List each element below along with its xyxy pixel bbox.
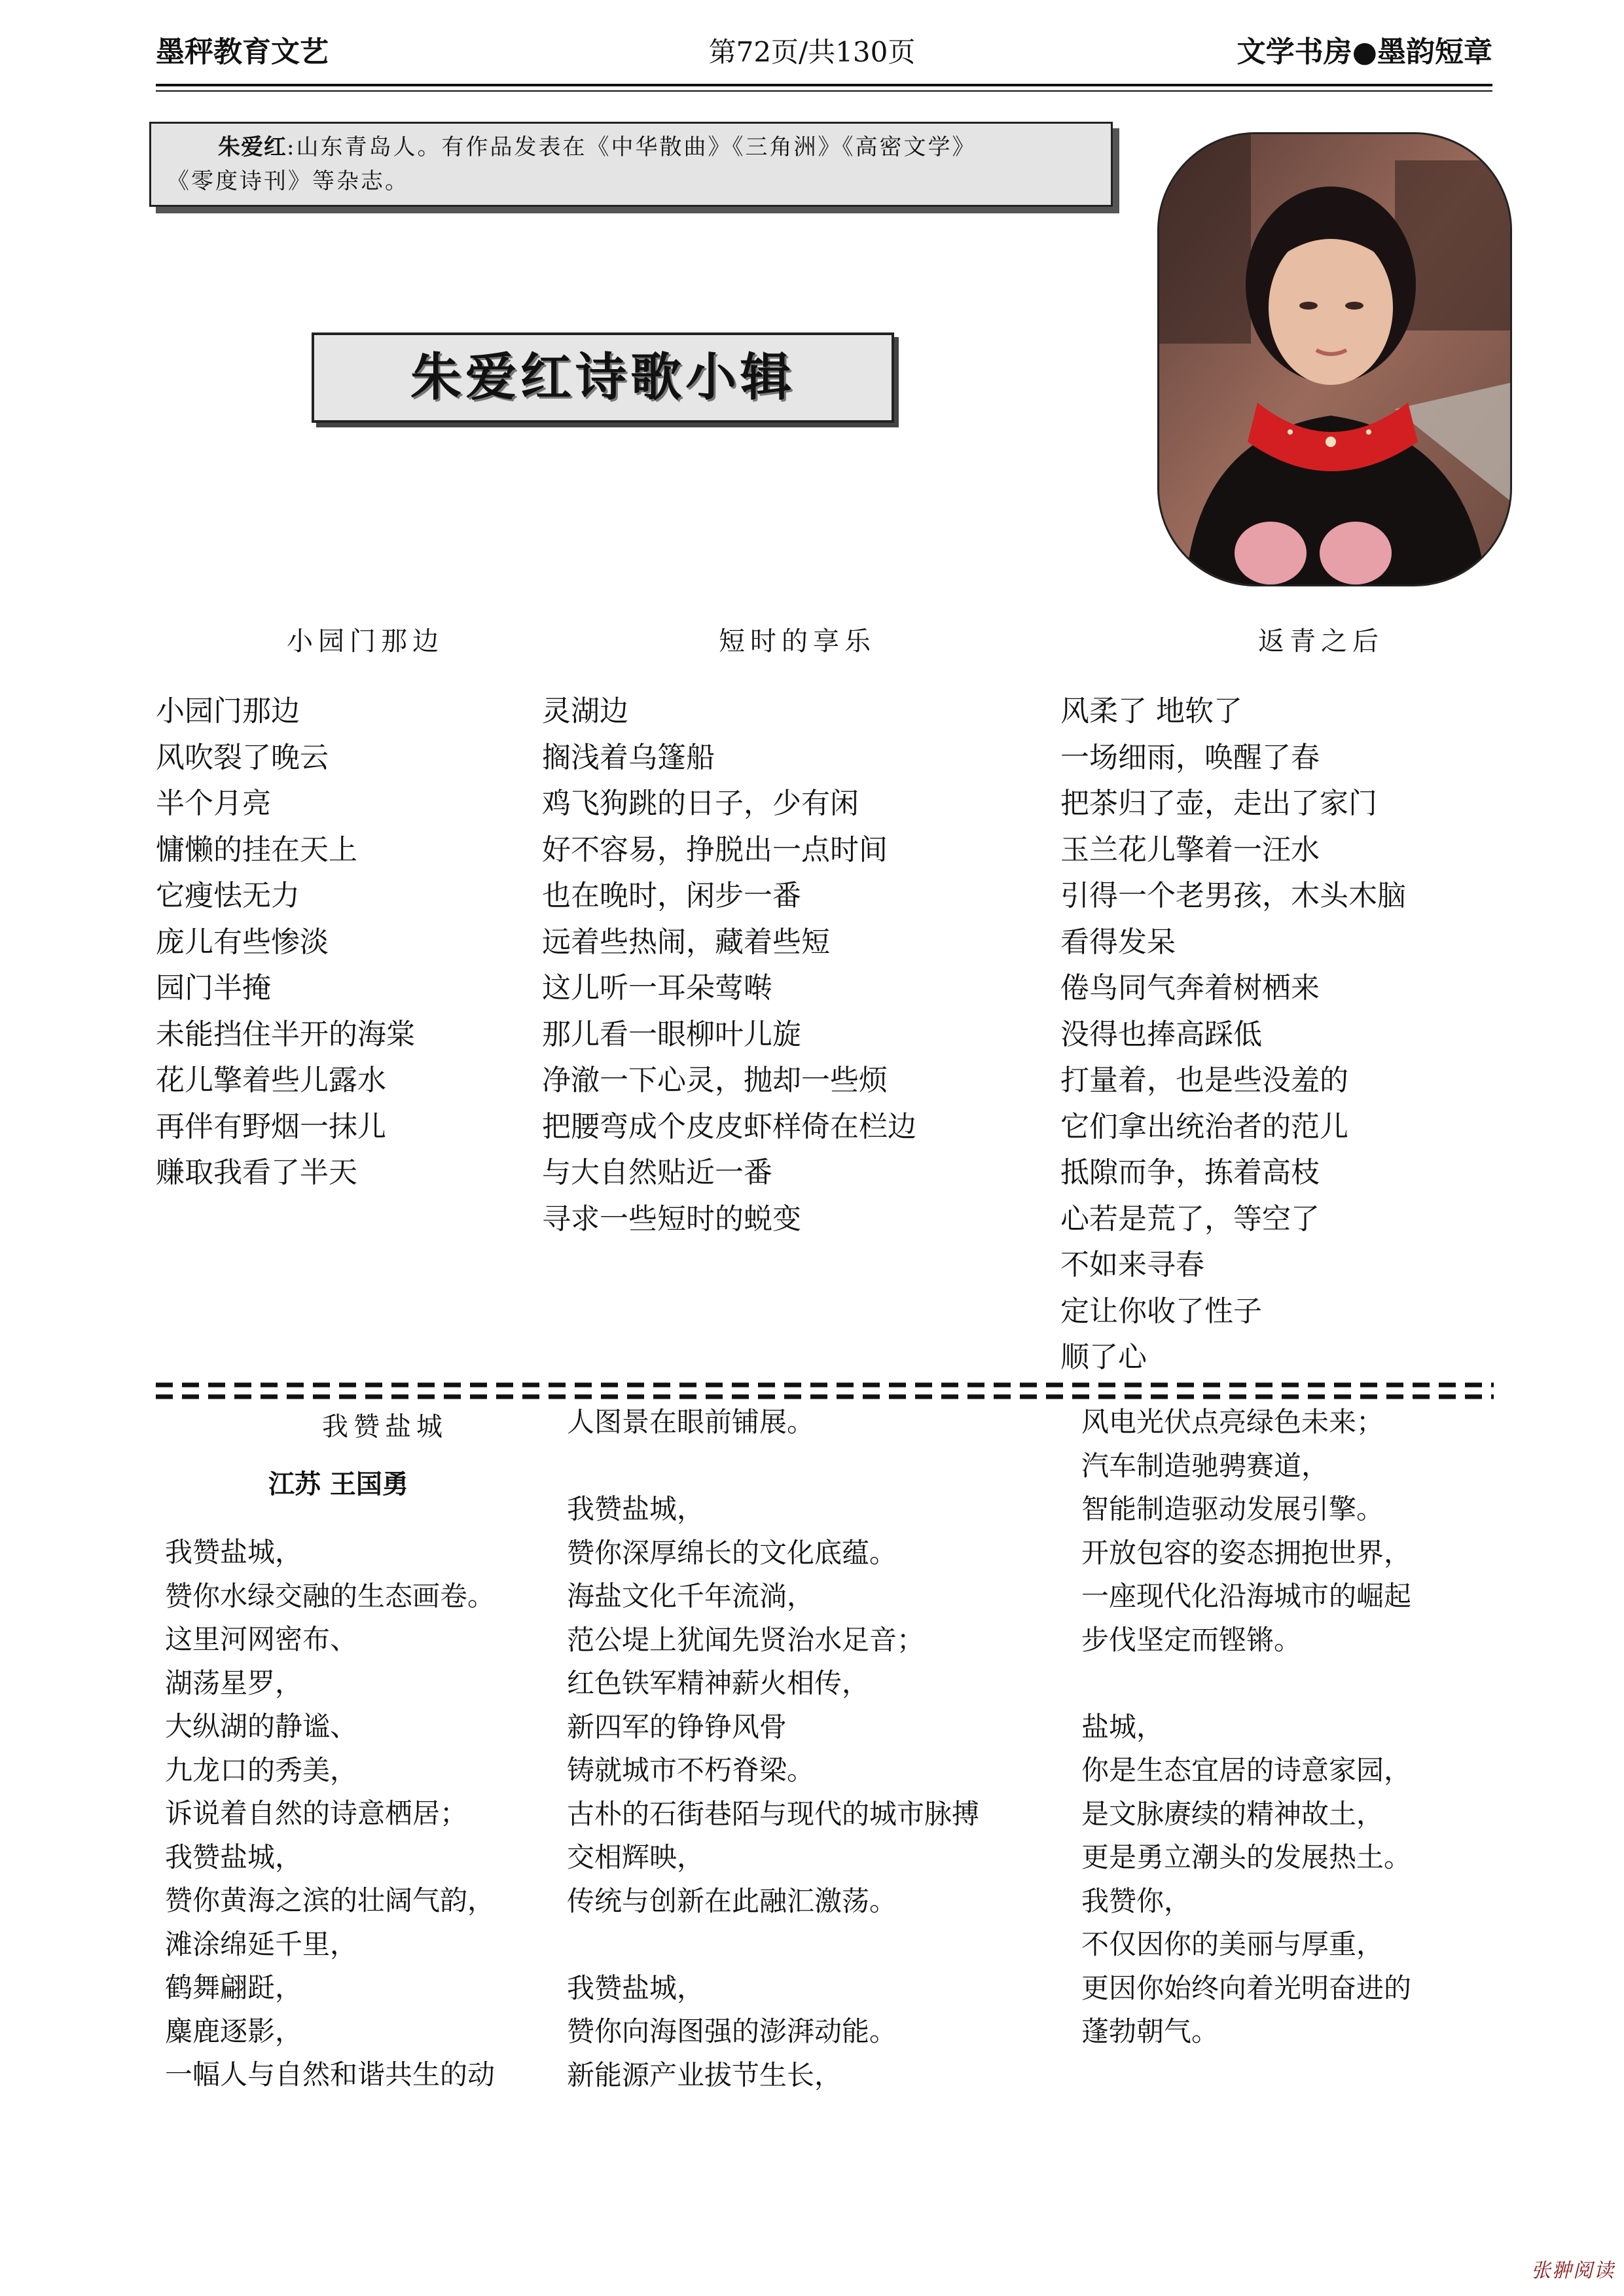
poem-line: 我赞盐城，: [567, 1493, 705, 1525]
poem-line: 红色铁军精神薪火相传，: [567, 1667, 870, 1699]
bio-line-2: 《零度诗刊》等杂志。: [167, 168, 409, 194]
poem-line: 风吹裂了晚云: [156, 740, 329, 774]
poem-line: 我赞盐城，: [165, 1840, 303, 1873]
poem-line: 步伐坚定而铿锵。: [1081, 1623, 1302, 1656]
poem-line: 不仅因你的美丽与厚重，: [1081, 1928, 1384, 1960]
header-right-title: 文学书房●墨韵短章: [1236, 35, 1492, 69]
author-portrait-illustration: [1159, 134, 1510, 584]
header-left-title: 墨秤教育文艺: [156, 35, 329, 69]
poem-line: 智能制造驱动发展引擎。: [1081, 1493, 1384, 1525]
poem-line: 我赞你，: [1081, 1884, 1192, 1917]
poem-line: 再伴有野烟一抹儿: [156, 1109, 386, 1143]
poem-line: 那儿看一眼柳叶儿旋: [542, 1017, 801, 1051]
poem-line: [567, 1923, 979, 1967]
poem-line: 引得一个老男孩，木头木脑: [1060, 879, 1406, 912]
poem-column: [165, 1531, 495, 2097]
poem-line: 好不容易，挣脱出一点时间: [542, 833, 888, 867]
poem-line: 赞你水绿交融的生态画卷。: [165, 1579, 496, 1612]
poem-line: 慵懒的挂在天上: [156, 833, 357, 867]
poem-title: 短时的享乐: [719, 626, 876, 656]
poem-line: 大纵湖的静谧、: [165, 1710, 358, 1742]
poem-line: 湖荡星罗，: [165, 1666, 303, 1699]
poem-title: 小园门那边: [287, 626, 444, 656]
poem-line: 开放包容的姿态拥抱世界，: [1081, 1536, 1412, 1569]
poem-line: 海盐文化千年流淌，: [567, 1580, 815, 1612]
poem-line: 新能源产业拔节生长，: [567, 2058, 842, 2091]
poem-line: 九龙口的秀美，: [165, 1753, 358, 1786]
poem-line: 盐城，: [1081, 1710, 1164, 1743]
poem-line: 这里河网密布、: [165, 1623, 358, 1655]
poem-body: [1060, 689, 1406, 1381]
poem-title: 返青之后: [1258, 626, 1384, 656]
poem-title: 我赞盐城: [322, 1412, 448, 1442]
poem-line: 没得也捧高踩低: [1060, 1017, 1262, 1051]
section-separator: [156, 1381, 1494, 1402]
poem-line: 不如来寻春: [1060, 1248, 1204, 1282]
poem-line: 一幅人与自然和谐共生的动: [165, 2058, 496, 2090]
poem-line: 抵隙而争，拣着高枝: [1060, 1156, 1320, 1189]
poem-line: 与大自然贴近一番: [542, 1156, 772, 1189]
poem-line: 风电光伏点亮绿色未来；: [1081, 1406, 1384, 1438]
poem-line: 未能挡住半开的海棠: [156, 1017, 415, 1051]
poem-line: 打量着，也是些没羞的: [1060, 1064, 1348, 1097]
poem-body: [542, 689, 916, 1242]
poem-line: 心若是荒了，等空了: [1060, 1202, 1320, 1236]
poem-line: 它们拿出统治者的范儿: [1060, 1109, 1348, 1143]
poem-line: 也在晚时，闲步一番: [542, 879, 801, 912]
poem-line: 寻求一些短时的蜕变: [542, 1202, 801, 1236]
poem-line: 古朴的石街巷陌与现代的城市脉搏: [567, 1797, 980, 1830]
header-rule-thin: [156, 90, 1492, 92]
poem-line: 半个月亮: [156, 787, 271, 820]
poem-line: 搁浅着乌篷船: [542, 740, 715, 774]
poem-column: [1081, 1401, 1411, 2054]
poem-line: 一座现代化沿海城市的崛起: [1081, 1580, 1412, 1612]
poem-line: 赞你向海图强的澎湃动能。: [567, 2015, 897, 2047]
poem-line: 麋鹿逐影，: [165, 2015, 303, 2047]
poem-author: 江苏 王国勇: [268, 1469, 408, 1499]
poem-line: 净澈一下心灵，抛却一些烦: [542, 1064, 888, 1097]
poem-line: [1081, 1662, 1411, 1706]
poem-line: 园门半掩: [156, 971, 271, 1005]
poem-line: 它瘦怯无力: [156, 879, 300, 912]
poem-line: 顺了心: [1060, 1340, 1147, 1374]
poem-line: 传统与创新在此融汇激荡。: [567, 1884, 897, 1917]
poem-line: 赚取我看了半天: [156, 1156, 357, 1189]
poem-body: [156, 689, 415, 1196]
poem-line: 把茶归了壶，走出了家门: [1060, 787, 1377, 820]
poem-line: 你是生态宜居的诗意家园，: [1081, 1754, 1412, 1786]
poem-line: 交相辉映，: [567, 1841, 705, 1873]
poem-line: 更因你始终向着光明奋进的: [1081, 1971, 1412, 2004]
poem-line: 我赞盐城，: [165, 1536, 303, 1568]
collection-title-box: [312, 332, 894, 423]
watermark: 张翀阅读: [1531, 2259, 1615, 2282]
poem-line: 定让你收了性子: [1060, 1294, 1262, 1328]
poem-line: 把腰弯成个皮皮虾样倚在栏边: [542, 1109, 916, 1143]
poem-line: 我赞盐城，: [567, 1971, 705, 2004]
author-bio-box: [149, 122, 1113, 207]
author-name: 朱爱红: [218, 134, 287, 160]
bio-line-1: :山东青岛人。有作品发表在《中华散曲》《三角洲》《高密文学》: [287, 134, 977, 160]
poem-line: 更是勇立潮头的发展热土。: [1081, 1841, 1412, 1873]
poem-line: 这儿听一耳朵莺啭: [542, 971, 772, 1005]
page-number: 第72页/共130页: [708, 36, 916, 68]
poem-line: 庞儿有些惨淡: [156, 925, 329, 959]
header-rule: [156, 84, 1492, 86]
poem-line: 小园门那边: [156, 694, 300, 728]
poem-line: 一场细雨，唤醒了春: [1060, 740, 1320, 774]
poem-line: 汽车制造驰骋赛道，: [1081, 1449, 1329, 1482]
author-photo: [1157, 132, 1512, 586]
poem-line: 远着些热闹，藏着些短: [542, 925, 830, 959]
poem-line: 鸡飞狗跳的日子，少有闲: [542, 787, 859, 820]
poem-line: 赞你黄海之滨的壮阔气韵，: [165, 1884, 496, 1916]
poem-line: 铸就城市不朽脊梁。: [567, 1754, 815, 1786]
collection-title: 朱爱红诗歌小辑: [410, 348, 795, 407]
poem-line: 倦鸟同气奔着树栖来: [1060, 971, 1320, 1005]
poem-line: 灵湖边: [542, 694, 628, 728]
poem-line: 滩涂绵延千里，: [165, 1928, 358, 1960]
poem-line: 花儿擎着些儿露水: [156, 1064, 386, 1097]
poem-line: [567, 1444, 979, 1488]
poem-line: 鹤舞翩跹，: [165, 1971, 303, 2003]
poem-line: 是文脉赓续的精神故土，: [1081, 1797, 1384, 1830]
poem-line: 范公堤上犹闻先贤治水足音；: [567, 1623, 925, 1656]
poem-line: 看得发呆: [1060, 925, 1176, 959]
poem-line: 风柔了 地软了: [1060, 694, 1242, 728]
poem-line: 玉兰花儿擎着一汪水: [1060, 833, 1320, 867]
poem-column: [567, 1401, 979, 2097]
poem-line: 赞你深厚绵长的文化底蕴。: [567, 1536, 897, 1569]
poem-line: 新四军的铮铮风骨: [567, 1710, 787, 1743]
poem-line: 蓬勃朝气。: [1081, 2015, 1219, 2047]
poem-line: 诉说着自然的诗意栖居；: [165, 1797, 468, 1829]
poem-line: 人图景在眼前铺展。: [567, 1406, 815, 1438]
